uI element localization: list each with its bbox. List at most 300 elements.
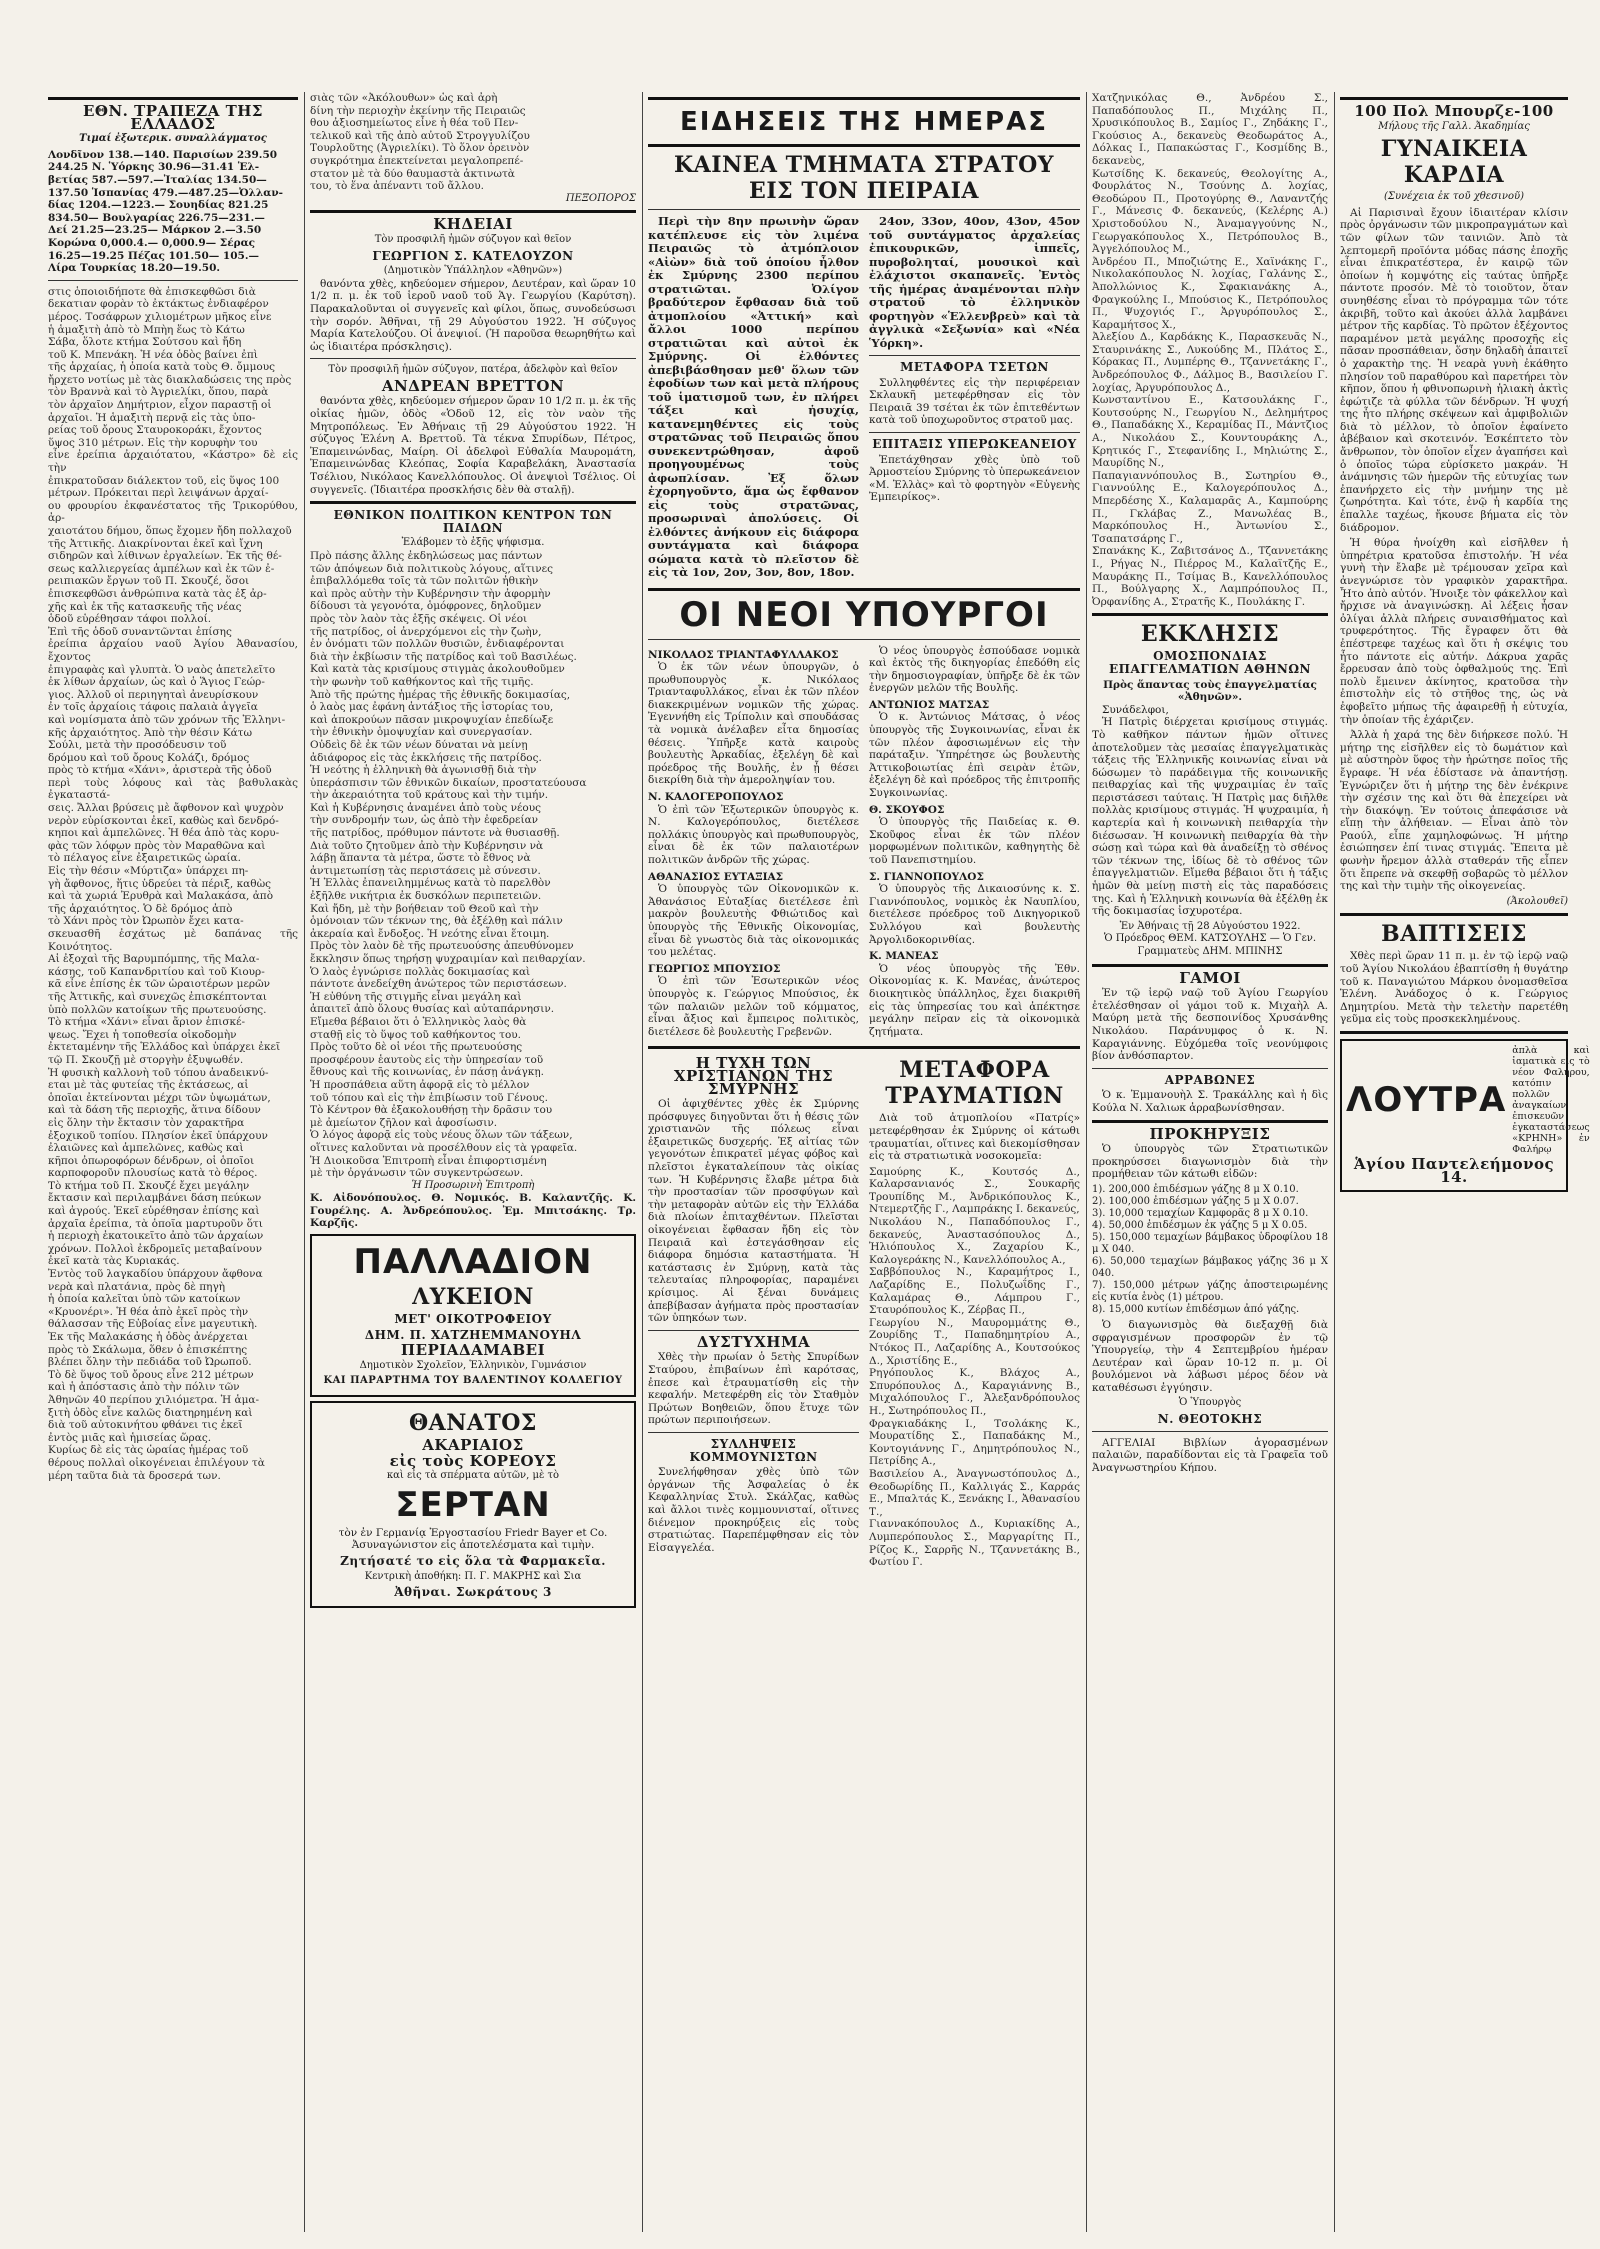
- article-line: ἐλαιῶνες καὶ ἀμπελῶνες, καθὼς καὶ: [48, 1142, 244, 1155]
- ad-pesticide-subtitle: ΑΚΑΡΙΑΙΟΣ: [422, 1436, 524, 1455]
- wounded-names-paragraph: Σαββόπουλος Ν., Καραμήτρος Ι., Λαζαρίδης Ε., Πολυζωΐδης Γ., Καλαμάρας Θ., Λάμπρου Γ., Σταυρόπουλος Κ., Ζέρβας Π.,: [869, 1266, 1080, 1317]
- funeral-text: θανόντα χθὲς, κηδεύομεν σήμερον, Δευτέραν, καὶ ὥραν 10 1/2 π. μ. ἐκ τοῦ ἱεροῦ ναοῦ τοῦ Ἁγ. Γεωργίου (Καρύτση). Παρακαλοῦνται οἱ συγγενεῖς καὶ φίλοι, ὅπως, συνοδεύσωσι τὴν σορόν. Ἀθῆναι, τῇ 29 Αὐγούστου 1922. Ἡ σύζυγος Μαρία Κατελούζου. Οἱ ἀνεψιοί. (Ἡ παροῦσα θεωρηθήτω καὶ ὡς ἰδιαιτέρα πρόσκλησις).: [310, 277, 636, 353]
- exchange-rate-line: Λίρα Τουρκίας 18.20—19.50.: [48, 262, 221, 275]
- statement-line: τὴν ἀκεραιότητα τοῦ κράτους καὶ τὴν τιμήν.: [310, 789, 549, 802]
- article-line: νερὰ καὶ πλατάνια, πρὸς δὲ πηγὴ: [48, 1280, 226, 1293]
- funeral-intro: Τὸν προσφιλῆ ἡμῶν σύζυγον καὶ θεῖον: [374, 233, 572, 245]
- ad-pesticide-line: καὶ εἰς τὰ σπέρματα αὐτῶν, μὲ τὸ: [386, 1470, 560, 1482]
- baths-text: ἀπλὰ καὶ ἰαματικὰ εἰς τὸ νέον Φαλήρου, κατόπιν πολλῶν ἀναγκαίων ἐπισκευῶν ἐγκαταστάσεως «ΚΡΗΝΗ» ἐν Φαλήρῳ: [1512, 1045, 1590, 1155]
- lead-text-right: 24ον, 33ον, 40ον, 43ον, 45ον τοῦ συντάγματος ἀρχαλείας ἐπικουρικῶν, ἱππεῖς, πυροβοληταί, μουσικοὶ καὶ ἐλάχιστοι σκαπανεῖς. Ἐντὸς τῆς ἡμέρας ἀναμένονται πλὴν στρατοῦ τὸ ἑλληνικὸν φορτηγὸν «Ἑλλενβρεὺ» καὶ τὰ ἀγγλικὰ «Σεξωνία» καὶ «Νέα Ὑόρκη».: [869, 214, 1080, 350]
- article-line: καὶ τὰ δάση τῆς περιοχῆς, ἅτινα δίδουν: [48, 1104, 261, 1117]
- wounded-names-paragraph: Ἀνδρέου Π., Μποζιώτης Ε., Χαϊνάκης Γ., Νικολακόπουλος Ν. λοχίας, Γαλάνης Σ., Ἀπολλώνιος Κ., Σφακιανάκης Α., Φραγκούλης Ι., Μπούσιος Κ., Πετρόπουλος Π., Ψυχογιός Γ., Ἀργυρόπουλος Σ., Καραμήτσος Χ.,: [1092, 255, 1328, 331]
- article-line: ἐντὸς μιᾶς καὶ ἡμισείας ὥρας.: [48, 1431, 212, 1444]
- article-line: χρόνων. Πολλοὶ ἐκδρομεῖς μεταβαίνουν: [48, 1242, 262, 1255]
- divider: [1340, 97, 1568, 100]
- statement-line: ἐπιβαλλόμεθα τοῖς τὰ τῶν πολιτῶν ἠθικὴν: [310, 575, 539, 588]
- statement-line: διὰ τὴν ἐκβίωσιν τῆς πατρίδος καὶ τοῦ Βασιλέως.: [310, 650, 577, 663]
- wounded-names-paragraph: Βασιλείου Α., Ἀναγνωστόπουλος Δ., Θεοδωρίδης Π., Καλλιγάς Σ., Καρράς Ε., Μπαλτάς Κ., Ξενάκης Ι., Ἀθανασίου Τ.,: [869, 1467, 1080, 1518]
- appeal-text: Ἡ Πατρὶς διέρχεται κρισίμους στιγμάς. Τὸ καθῆκον πάντων ἡμῶν οἵτινες ἀποτελοῦμεν τὰς μεσαίας ἐπαγγελματικὰς τάξεις τῆς Ἑλληνικῆς κοινωνίας εἶναι νὰ δώσωμεν τὸ παράδειγμα τῆς κοινωνικῆς πειθαρχίας καὶ τῆς ψυχραιμίας ἐν ταῖς περιστάσεσι ταύταις. Ἡ Πατρὶς μας διῆλθε πολλὰς κρισίμους στιγμάς. Ἡ ψυχραιμία, ἡ καρτερία καὶ ἡ κοινωνικὴ πειθαρχία τὴν διέσωσαν. Ἡ κοινωνικὴ πειθαρχία θὰ τὴν σώσῃ καὶ τώρα καὶ θὰ ἀναδείξῃ τὸ σθένος τῶν τέκνων της, ἰδίως δὲ τὸ σθένος τῶν ἐπαγγελματιῶν. Εἴμεθα βέβαιοι ὅτι ἡ τάξις ἡμῶν θὰ μείνῃ πιστὴ εἰς τὰς παραδόσεις της. Καὶ ἡ Ἑλληνικὴ κοινωνία θὰ ἐξέλθῃ ἐκ τῆς δοκιμασίας ἰσχυροτέρα.: [1092, 716, 1328, 918]
- article-line: ἐκ λίθων ἀρχαίων, ὡς καὶ ὁ Ἅγιος Γεώρ-: [48, 676, 265, 689]
- notice-item: 4). 50,000 ἐπιδέσμων ἐκ γάζης 5 μ Χ 0.05.: [1092, 1219, 1308, 1231]
- exchange-rate-line: 244.25 Ν. Ὑόρκης 30.96—31.41 Ἑλ-: [48, 161, 260, 174]
- wounded-names-paragraph: Σαμούρης Κ., Κουτσός Δ., Καλαρσανιανός Σ., Σουκαρῆς Τρουπίδης Μ., Ἀνδρικόπουλος Κ., Ντεμερτζῆς Γ., Λαμπράκης Ι. δεκανεύς,: [869, 1165, 1080, 1216]
- ad-school-line: ΚΑΙ ΠΑΡΑΡΤΗΜΑ ΤΟΥ ΒΑΛΕΝΤΙΝΟΥ ΚΟΛΛΕΓΙΟΥ: [323, 1375, 623, 1387]
- article-line: φὰς τῶν λόφων πρὸς τὸν Μαραθῶνα καὶ: [48, 839, 266, 852]
- classified-text: ΑΓΓΕΛΙΑΙ Βιβλίων ἀγορασμένων παλαιῶν, παραδίδονται εἰς τὰ Γραφεῖα τοῦ Ἀναγνωστηρίου Κήπου.: [1092, 1436, 1328, 1474]
- wounded-continuation: [1092, 92, 1328, 608]
- exchange-rate-line: 834.50— Βουλγαρίας 226.75—231.—: [48, 211, 265, 224]
- statement-line: Ἡ νεότης ἡ ἑλληνικὴ θὰ ἀγωνισθῇ διὰ τὴν: [310, 764, 537, 777]
- divider: [1092, 1068, 1328, 1069]
- statement-line: Ἀπὸ τῆς πρώτης ἡμέρας τῆς ἐθνικῆς δοκιμασίας,: [310, 688, 571, 701]
- lower-section: [648, 1054, 1080, 1568]
- smyrna-title: Η ΤΥΧΗ ΤΩΝ ΧΡΙΣΤΙΑΝΩΝ ΤΗΣ ΣΜΥΡΝΗΣ: [673, 1054, 834, 1098]
- statement-line: καὶ ἀποκρούων πᾶσαν μικροψυχίαν ἐπεδίωξε: [310, 713, 554, 726]
- statement-line: Τὸ Κέντρον θὰ ἐξακολουθήσῃ τὴν δρᾶσιν του: [310, 1104, 553, 1117]
- article-line: διὰ τοῦ αὐτοκινήτου φθάνει τις ἐκεῖ: [48, 1419, 243, 1432]
- transfer-title: ΜΕΤΑΦΟΡΑ ΤΣΕΤΩΝ: [900, 360, 1049, 374]
- arrests-text: Συνελήφθησαν χθὲς ὑπὸ τῶν ὀργάνων τῆς Ἀσφαλείας ὁ ἐκ Κεφαλληνίας Στυλ. Σκάλζας, καθὼς καὶ ἄλλοι τινὲς κομμουνισταί, οἵτινες διένεμον προκηρύξεις εἰς τοὺς στρατιώτας. Παρεπέμφθησαν εἰς τὸν Εἰσαγγελέα.: [648, 1466, 859, 1554]
- article-line: περὶ τοὺς λόφους καὶ τὰς βαθυλακὰς ἐγκαταστά-: [48, 776, 298, 802]
- article-line: δρόμου καὶ τοῦ ὄρους Κολάζι, δρόμος: [48, 751, 250, 764]
- bank-header: ΕΘΝ. ΤΡΑΠΕΖΑ ΤΗΣ ΕΛΛΑΔΟΣ: [82, 102, 264, 133]
- statement-line: οἵτινες καλοῦνται νὰ προσέλθουν εἰς τὰ γραφεῖα.: [310, 1141, 578, 1154]
- article-line: σκευασθῆ ἐσχάτως μὲ δαπάνας τῆς Κοινότητος.: [48, 928, 298, 953]
- article-line: καὶ ἀγρούς. Ἐκεῖ εὑρέθησαν ἐπίσης καὶ: [48, 1205, 260, 1218]
- article-line: Τουρλοῦτης (Ἀγριελίκι). Τὸ ὅλον ὀρεινὸν: [310, 142, 530, 155]
- statement-line: ὁ λαὸς μας ἐφάνη ἀντάξιος τῆς ἱστορίας του,: [310, 701, 554, 714]
- requisition-title: ΕΠΙΤΑΞΙΣ ΥΠΕΡΩΚΕΑΝΕΙΟΥ: [872, 436, 1077, 451]
- statement-line: Ἡ εὐθύνη τῆς στιγμῆς εἶναι μεγάλη καὶ: [310, 990, 522, 1003]
- article-line: τὸ πέλαγος εἶνε ἐξαιρετικῶς ὡραία.: [48, 852, 241, 865]
- serial-title: ΓΥΝΑΙΚΕΙΑ ΚΑΡΔΙΑ: [1380, 136, 1528, 189]
- article-line: στατον μὲ τὰ δύο θαυμαστὰ ἀκτινωτὰ: [310, 167, 515, 180]
- transfer-text: Συλληφθέντες εἰς τὴν περιφέρειαν Σκλαυκῆ μετεφέρθησαν εἰς τὸν Πειραιᾶ 39 τσέται ἐκ τῶν ἐπιτεθέντων κατὰ τοῦ ὑποχωροῦντος στρατοῦ μας.: [869, 376, 1080, 427]
- article-line: ψεως. Ἔχει ἡ τοποθεσία οἰκοδομὴν: [48, 1028, 237, 1041]
- statement-line: ὑπεράσπισιν τῶν ἐθνικῶν δικαίων, προστατεύουσα: [310, 776, 587, 789]
- advertisement-school: [310, 1234, 636, 1397]
- advertisement-pesticide: [310, 1401, 636, 1608]
- funeral-name: ΑΝΔΡΕΑΝ ΒΡΕΤΤΟΝ: [381, 376, 565, 395]
- article-line: Κυρίως δὲ εἰς τὰς ὡραίας ἡμέρας τοῦ: [48, 1444, 249, 1457]
- article-line: ρείας τοῦ ὄρους Σταυροκοράκι, ἔχοντος: [48, 424, 262, 437]
- ad-school-line: ΔΗΜ. Π. ΧΑΤΖΗΕΜΜΑΝΟΥΗΛ: [364, 1327, 582, 1342]
- divider: [648, 1046, 1080, 1049]
- statement-line: Καὶ ἡ Κυβέρνησις ἀναμένει ἀπὸ τοὺς νέους: [310, 801, 541, 814]
- article-line: καρποφοροῦν πλουσίως κατὰ τὸ θέρος.: [48, 1167, 258, 1180]
- statement-line: Ἡ Ἑλλὰς ἐπανειλημμένως κατὰ τὸ παρελθὸν: [310, 877, 551, 890]
- ministers-title: ΟΙ ΝΕΟΙ ΥΠΟΥΡΓΟΙ: [679, 594, 1049, 635]
- article-line: του, τὸ ἕνα ἀπέναντι τοῦ ἄλλου.: [310, 180, 484, 193]
- notice-text: Ὁ διαγωνισμὸς θὰ διεξαχθῇ διὰ σφραγισμένων προσφορῶν ἐν τῷ Ὑπουργείῳ, τὴν 4 Σεπτεμβρίου ἡμέραν Δευτέραν καὶ ὥραν 10-12 π. μ. Οἱ βουλόμενοι νὰ λάβωσι μέρος δέον νὰ καταθέσωσι ἐγγύησιν.: [1092, 1318, 1328, 1394]
- statement-line: ἀντιμετωπίσῃ τὰς περιστάσεις μὲ σύνεσιν.: [310, 864, 541, 877]
- exchange-rate-line: βετίας 587.—597.—Ἰταλίας 134.50—: [48, 173, 267, 186]
- article-line: εται μὲ τὰς φυτείας τῆς ἐκτάσεως, αἱ: [48, 1079, 249, 1092]
- divider: [310, 358, 636, 359]
- article-line: καὶ ἡ ἀπόστασις ἀπὸ τὴν πόλιν τῶν: [48, 1381, 240, 1394]
- statement-line: μὲ ἀμείωτον ζῆλον καὶ ἀφοσίωσιν.: [310, 1116, 498, 1129]
- article-line: καὶ νομίσματα ἀπὸ τῶν χρόνων τῆς Ἑλληνι-: [48, 713, 286, 726]
- statement-line: Οὐδεὶς δὲ ἐκ τῶν νέων δύναται νὰ μείνῃ: [310, 738, 528, 751]
- statement-line: Πρὸς τοῦτο δὲ οἱ νέοι τῆς πρωτευούσης: [310, 1041, 523, 1054]
- ad-pesticide-line: τὸν ἐν Γερμανίᾳ Ἐργοστασίου Friedr Bayer et Co. Ἀσυναγώνιστον εἰς ἀποτελέσματα καὶ τιμὴν.: [338, 1526, 608, 1552]
- ad-school-subtitle: ΛΥΚΕΙΟΝ: [412, 1284, 534, 1311]
- article-line: ἐπιγραφὰς καὶ γλυπτὰ. Ὁ ναὸς ἀπετελεῖτο: [48, 663, 276, 676]
- funeral-name: ΓΕΩΡΓΙΟΝ Σ. ΚΑΤΕΛΟΥΖΟΝ: [372, 248, 574, 263]
- article-line: δίνη τὴν περιοχὴν ἐκείνην τῆς Πειραιῶς: [310, 104, 526, 117]
- exchange-rate-line: 137.50 Ἱσπανίας 479.—487.25—Ὀλλαν-: [48, 186, 283, 199]
- statement-line: ἔκκλησιν ὅπως τηρήσῃ ψυχραιμίαν καὶ πειθαρχίαν.: [310, 953, 586, 965]
- divider: [48, 280, 298, 281]
- statement-line: Καὶ ἤδη, μὲ τὴν βοήθειαν τοῦ Θεοῦ καὶ τὴν: [310, 902, 539, 915]
- notice-item: 7). 150,000 μέτρων γάζης ἀποστειρωμένης εἰς κυτία ἑνὸς (1) μέτρου.: [1092, 1279, 1328, 1303]
- article-line: ἐρείπια ἀρχαίου ναοῦ Ἀγίου Ἀθανασίου, ἔχοντος: [48, 638, 298, 663]
- article-line: εἰς ὅλην τὴν ἔκτασιν τὸν χαρακτῆρα: [48, 1116, 245, 1129]
- statement-line: λάβῃ ἅπαντα τὰ μέτρα, ὥστε τὸ ἔθνος νὰ: [310, 852, 531, 865]
- minister-name: ΝΙΚΟΛΑΟΣ ΤΡΙΑΝΤΑΦΥΛΛΑΚΟΣ: [648, 648, 839, 661]
- ministers-right: [869, 645, 1080, 1042]
- serial-text: Ἡ θύρα ἠνοίχθη καὶ εἰσῆλθεν ἡ ὑπηρέτρια κρατοῦσα ἐπιστολήν. Ἡ νέα γυνὴ τὴν ἔλαβε μὲ τρέμουσαν χεῖρα καὶ ἀνεγνώρισε τὸν γραφικὸν χαρακτῆρα. Ἦτο ἀπὸ αὐτόν. Ἠνοιξε τὸν φάκελλον καὶ ἤρχισε νὰ ἀναγινώσκῃ. Αἱ λέξεις ἦσαν ὀλίγαι ἀλλὰ πλήρεις συναισθήματος καὶ τρυφερότητος. Τῆς ἔγραφεν ὅτι θὰ ἐπέστρεφε ταχέως καὶ ὅτι ἡ σκέψις του ἦτο πάντοτε εἰς αὐτήν. Δάκρυα χαρᾶς ἔρρευσαν ἀπὸ τοὺς ὀφθαλμούς της. Ἐπὶ πολὺ ἔμεινεν ἀκίνητος, κρατοῦσα τὴν ἐπιστολὴν εἰς τὸ στῆθος της, ὡς νὰ ἐφοβεῖτο μήπως τῆς ἀφαιρεθῇ ἡ εὐτυχία, τὴν ὁποίαν τῆς ἐχάριζεν.: [1340, 537, 1568, 726]
- article-line: Εἰς τὴν θέσιν «Μύρτιζα» ὑπάρχει πη-: [48, 865, 249, 878]
- exchange-rate-line: Λονδῖνον 138.—140. Παρισίων 239.50: [48, 148, 278, 161]
- article-line: ρειπιακῶν ἔργων τοῦ Π. Σκουζέ, ὅσοι: [48, 575, 250, 588]
- wounded-names-paragraph: Φραγκιαδάκης Ι., Τσολάκης Κ., Μουρατίδης Σ., Παπαδάκης Μ., Κοντογιάννης Γ., Δημητρόπουλος Ν., Πετρίδης Α.,: [869, 1417, 1080, 1468]
- article-line: Ἐντὸς τοῦ λαγκαδίου ὑπάρχουν ἄφθονα: [48, 1268, 263, 1281]
- serial-continued: (Ἀκολουθεῖ): [1506, 895, 1568, 907]
- divider: [1092, 964, 1328, 967]
- appeal-addressee: Πρὸς ἅπαντας τοὺς ἐπαγγελματίας «Ἀθηνῶν».: [1103, 678, 1317, 704]
- lead-text-left: Περὶ τὴν 8ην πρωινὴν ὥραν κατέπλευσε εἰς τὸν λιμένα Πειραιῶς τὸ ἀτμόπλοιον «Αἰὼν» διὰ τοῦ ὁποίου ἦλθον ἐκ Σμύρνης 2300 περίπου στρατιῶται. Ὀλίγον βραδύτερον ἔφθασαν διὰ τοῦ ἀτμοπλοίου «Ἀττική» καὶ ἄλλοι 1000 περίπου στρατιῶται καὶ αὐτοὶ ἐκ Σμύρνης. Οἱ ἐλθόντες ἀπεβιβάσθησαν μεθ' ὅλων τῶν ἐφοδίων των καὶ μετὰ πλήρους τοῦ ἱματισμοῦ των, ἐν πλήρει τάξει καὶ ἡσυχίᾳ, κατανεμηθέντες εἰς τοὺς στρατῶνας τοῦ Πειραιῶς ὅπου συνεκεντρώθησαν, ἀφοῦ προηγουμένως τοὺς ἀφωπλίσαν. Ἐξ ὅλων ἐχορηγοῦντο, ἅμα ὡς ἔφθανον εἰς τοὺς στρατῶνας, προσωριναὶ ἀπολύσεις. Οἱ ἐλθόντες ἀνήκουν εἰς διάφορα συντάγματα καὶ διάφορα σώματα κατὰ τὸ πλεῖστον δὲ εἰς τὰ 1ον, 2ον, 3ον, 8ον, 18ον.: [648, 214, 859, 579]
- statement-line: μὲ τὴν ὀργάνωσιν τῶν συγκεντρώσεων.: [310, 1167, 524, 1180]
- divider: [1340, 913, 1568, 916]
- advertisement-baths: [1340, 1039, 1590, 1192]
- article-line: σιδηρῶν καὶ λίθινων ἐργαλείων. Ἐκ τῆς θέ-: [48, 550, 282, 563]
- column-1: [48, 92, 298, 2232]
- article-line: ὁδοῦ εὑρέθησαν τάφοι πολλοί.: [48, 613, 212, 626]
- wounded-names-paragraph: Κωνσταντίνου Ε., Κατσουλάκης Γ., Κουτσούρης Ν., Γεωργίου Ν., Δελημήτρος Θ., Παπαδάκης Χ., Κεραμίδας Π., Μάντζιος Α., Νικολάου Σ., Κουντουράκης Λ., Κρητικός Γ., Στεφανίδης Ι., Μηλιώτης Σ., Μαυρίδης Ν.,: [1092, 394, 1328, 470]
- minister-bio: Ὁ ὑπουργὸς τῶν Οἰκονομικῶν κ. Ἀθανάσιος Εὐταξίας διετέλεσε ἐπὶ μακρὸν βουλευτὴς Φθιώτιδος καὶ ὑπουργὸς τῆς Ἐθνικῆς Οἰκονομίας, εἶναι δὲ γνωστὸς διὰ τὰς οἰκονομικάς του μελέτας.: [648, 883, 859, 959]
- article-line: κάσης, τοῦ Καπανδριτίου καὶ τοῦ Κιουρ-: [48, 965, 265, 978]
- accident-text: Χθὲς τὴν πρωίαν ὁ 5ετὴς Σπυρίδων Σταύρου, ἐπιβαίνων ἐπὶ καρότσας, ἐπεσε καὶ ἐτραυματίσθη εἰς τὴν κεφαλήν. Μετεφέρθη εἰς τὸν Σταθμὸν Πρώτων Βοηθειῶν, ὅπου ἔτυχε τῶν πρώτων περιποιήσεων.: [648, 1351, 859, 1427]
- statement-line: Καὶ κατὰ τὰς κρισίμους στιγμὰς ἀκολουθοῦμεν: [310, 663, 565, 676]
- divider: [1092, 613, 1328, 616]
- statement-line: ἐν ὀνόματι τῶν πολλῶν θυσιῶν, ἐνδιαφέρονται: [310, 638, 565, 651]
- page-edge: [0, 0, 1600, 90]
- notice-intro: Ὁ ὑπουργὸς τῶν Στρατιωτικῶν προκηρύσσει διαγωνισμὸν διὰ τὴν προμήθειαν τῶν κάτωθι εἰδῶν:: [1092, 1143, 1328, 1181]
- appeal-date: Ἐν Ἀθήναις τῇ 28 Αὐγούστου 1922.: [1119, 920, 1301, 932]
- minister-name: Ν. ΚΑΛΟΓΕΡΟΠΟΥΛΟΣ: [648, 791, 784, 804]
- ad-pesticide-brand: ΣΕΡΤΑΝ: [395, 1484, 551, 1525]
- divider: [648, 588, 1080, 591]
- article-line: χῆς καὶ ἐκ τῆς κατασκευῆς τῆς νέας: [48, 600, 242, 613]
- statement-line: Ὁ λόγος ἀφορᾷ εἰς τοὺς νέους ὅλων τῶν τάξεων,: [310, 1129, 573, 1142]
- serial-banner: 100 Πολ Μπουρζε-100: [1354, 102, 1554, 120]
- article-line: Ἐκ τῆς Μαλακάσης ἡ ὁδὸς ἀνέρχεται: [48, 1331, 248, 1343]
- article-line: Ἐπὶ τῆς ὁδοῦ συναντῶνται ἐπίσης: [48, 625, 232, 638]
- article-signature: ΠΕΞΟΠΟΡΟΣ: [565, 192, 636, 204]
- party-title: ΕΘΝΙΚΟΝ ΠΟΛΙΤΙΚΟΝ ΚΕΝΤΡΟΝ ΤΩΝ ΠΑΙΔΩΝ: [333, 508, 613, 535]
- article-line: ἡ περιοχὴ ἐκατοικεῖτο ἀπὸ τῶν ἀρχαίων: [48, 1230, 264, 1243]
- article-line: ἐπισκεφθῶσι ἀνθρώπινα κατὰ τὰς ἐξ ἀρ-: [48, 587, 267, 600]
- statement-line: ἀκεραία καὶ ἔνδοξος. Ἡ νεότης εἶναι ἕτοιμη.: [310, 927, 550, 940]
- party-subtitle: Ἐλάβομεν τὸ ἑξῆς ψήφισμα.: [401, 537, 545, 549]
- minister-bio: Ὁ νέος ὑπουργὸς τῆς Ἐθν. Οἰκονομίας κ. Κ. Μανέας, ἀνώτερος διοικητικὸς ὑπάλληλος, ἔχει διακριθῆ εἰς τὰς ὑπηρεσίας του καὶ ἀπέκτησε μεγάλην πεῖραν εἰς τὰ οἰκονομικὰ ζητήματα.: [869, 962, 1080, 1038]
- column-2: [310, 92, 636, 2232]
- article-line: Αἱ ἐξοχαὶ τῆς Βαρυμπόμπης, τῆς Μαλα-: [48, 953, 260, 966]
- divider: [869, 355, 1080, 356]
- article-line: ἀρχαῖοι. Ἡ ἁμαξιτὴ περνᾷ εἰς τὰς ὑπο-: [48, 411, 256, 424]
- party-signature-title: Ἡ Προσωρινὴ Ἐπιτροπὴ: [411, 1179, 535, 1191]
- article-line: ὁποῖαι ἐκτείνονται μέχρι τῶν ὑψωμάτων,: [48, 1091, 271, 1104]
- exchange-rate-line: Δεί 21.25—23.25— Μάρκον 2.—3.50: [48, 224, 262, 237]
- ad-pesticide-title: ΘΑΝΑΤΟΣ: [408, 1410, 537, 1437]
- exchange-rate-line: Κορώνα 0,000.4.— 0,000.9— Σέρας: [48, 236, 256, 249]
- serial-banner-sub: Μήλους τῆς Γαλλ. Ἀκαδημίας: [1378, 120, 1530, 132]
- article-line: ξιτὴ ὁδὸς εἶνε καλῶς διατηρημένη καὶ: [48, 1406, 253, 1419]
- article-line: δεκατιαν φορὰν τὸ ἐκτάκτως ἐνδιαφέρον: [48, 298, 269, 311]
- minister-bio: Ὁ ἐπὶ τῶν Ἐσωτερικῶν νέος ὑπουργὸς κ. Γεώργιος Μπούσιος, ἐκ τῶν παλαιῶν μελῶν τοῦ κόμματος, εἶναι ἄξιος καὶ ἔμπειρος πολιτικὸς, διετέλεσε δὲ βουλευτὴς Γρεβενῶν.: [648, 975, 859, 1038]
- accident-title: ΔΥΣΤΥΧΗΜΑ: [696, 1332, 811, 1351]
- arrests-title: ΣΥΛΛΗΨΕΙΣ ΚΟΜΜΟΥΝΙΣΤΩΝ: [689, 1436, 818, 1464]
- article-countryside: [48, 286, 298, 1482]
- minister-name: ΓΕΩΡΓΙΟΣ ΜΠΟΥΣΙΟΣ: [648, 962, 781, 975]
- statement-line: τὴν φωνὴν τοῦ καθήκοντος καὶ τῆς τιμῆς.: [310, 675, 534, 688]
- column-rule: [1334, 92, 1335, 2232]
- minister-name: ΑΝΤΩΝΙΟΣ ΜΑΤΣΑΣ: [869, 698, 990, 711]
- article-line: τῆς ἀρχαιότητος. Ὁ δὲ δρόμος ἀπὸ: [48, 902, 233, 915]
- article-line: τὸ Χάνι πρὸς τὸν Ὠρωπὸν ἔχει κατα-: [48, 915, 244, 928]
- statement-line: ἔθνους καὶ τῆς κοινωνίας, ἐν πάσῃ ἀνάγκῃ.: [310, 1066, 544, 1079]
- article-line: τοῦ Κ. Μπενάκη. Ἡ νέα ὁδὸς βαίνει ἐπὶ: [48, 348, 258, 361]
- party-signatories: Κ. Αἰδονόπουλος. Θ. Νομικός. Β. Καλαντζῆς. Κ. Γουρέλης. Α. Ἀνδρεόπουλος. Ἐμ. Μπιτσάκης. Τρ. Καρζῆς.: [310, 1192, 636, 1230]
- article-line: κηποι καὶ ἀμπελῶνες. Ἡ θέα ἀπὸ τὰς κορυ-: [48, 827, 280, 840]
- statement-line: πρὸς τὸν λαὸν τὰς ἑξῆς σκέψεις. Οἱ νέοι: [310, 612, 528, 625]
- divider: [310, 501, 636, 504]
- notice-item: 5). 150,000 τεμαχίων βάμβακος ὑδροφίλου 18 μ Χ 040.: [1092, 1231, 1328, 1255]
- divider: [1092, 1431, 1328, 1432]
- wounded-names-paragraph: Παπαγιαννόπουλος Β., Σωτηρίου Θ., Γιαννούλης Ε., Καλογερόπουλος Δ., Μπερδέσης Χ., Καλαμαρᾶς Α., Καμπούρης Π., Γκλάβας Ζ., Μανωλέας Β., Μαρκόπουλος Η., Ἀντωνίου Σ., Τσαπατσάρης Γ.,: [1092, 469, 1328, 545]
- news-banner: ΕΙΔΗΣΕΙΣ ΤΗΣ ΗΜΕΡΑΣ: [680, 107, 1048, 137]
- baths-address: Ἁγίου Παντελεήμονος 14.: [1353, 1155, 1555, 1186]
- article-line: πρὸς τὸ Σκάλωμα, ὅθεν ὁ ἐπισκέπτης: [48, 1343, 248, 1356]
- article-line: πρὸς τὸ κτήμα «Χάνι», ἀριστερὰ τῆς ὁδοῦ: [48, 764, 272, 777]
- article-line: σιὰς τῶν «Ἀκόλουθων» ὡς καὶ ἀρὴ: [310, 92, 498, 104]
- article-line: Τὸ κτήμα τοῦ Π. Σκουζέ ἔχει μεγάλην: [48, 1179, 250, 1192]
- wounded-names-paragraph: Νικολάου Ν., Παπαδόπουλος Γ., δεκανεύς, Ἀναστασόπουλος Δ., Ἠλιόπουλος Χ., Ζαχαρίου Κ., Καλογεράκης Ν., Κανελλόπουλος Α.,: [869, 1216, 1080, 1266]
- baptisms-text: Χθὲς περὶ ὥραν 11 π. μ. ἐν τῷ ἱερῷ ναῷ τοῦ Ἁγίου Νικολάου ἐβαπτίσθη ἡ θυγάτηρ τοῦ κ. Παναγιώτου Μάρκου ὀνομασθεῖσα Ἑλένη. Ἀνάδοχος ὁ κ. Γεώργιος Δημητρίου. Μετὰ τὴν τελετὴν παρετέθη γεῦμα εἰς τοὺς προσκεκλημένους.: [1340, 950, 1568, 1026]
- article-line: θάλασσαν τῆς Εὐβοίας εἶνε μαγευτικὴ.: [48, 1318, 258, 1331]
- statement-line: τῶν ἀπόψεων διὰ πολιτικοὺς λόγους, αἵτινες: [310, 562, 553, 575]
- exchange-rates: [48, 149, 298, 275]
- baths-title: ΛΟΥΤΡΑ: [1346, 1080, 1507, 1120]
- article-line: στις ὁποιοιδήποτε θὰ ἐπισκεφθῶσι διὰ: [48, 285, 256, 298]
- article-line: Σούλι, μετὰ τὴν προσόδευσιν τοῦ: [48, 739, 227, 752]
- statement-line: Ἡ Διοικοῦσα Ἐπιτροπὴ εἶναι ἐπιφορτισμένη: [310, 1154, 547, 1167]
- article-line: σεως καλλιεργείας ἀμπέλων καὶ ἐκ τῶν ἐ-: [48, 562, 275, 575]
- statement-line: σταθῇ εἰς τὸ ὕψος τοῦ καθήκοντος του.: [310, 1028, 521, 1041]
- statement-line: τοῦ τόπου καὶ εἰς τὴν ἐπιβίωσιν τοῦ Γένους.: [310, 1091, 548, 1104]
- funeral-role: (Δημοτικὸν Ὑπάλληλον «Ἀθηνῶν»): [383, 265, 563, 277]
- statement-line: τὴν ἐθνικὴν ὁμοψυχίαν καὶ συνεργασίαν.: [310, 726, 533, 739]
- divider: [1340, 1031, 1568, 1034]
- article-line: ἐξοχικοῦ τοπίου. Πλησίον ἐκεῖ ὑπάρχουν: [48, 1129, 268, 1142]
- ministers-left: [648, 645, 859, 1042]
- serial-subtitle: (Συνέχεια ἐκ τοῦ χθεσινοῦ): [1384, 191, 1524, 203]
- article-line: ἀρχαῖα ἐρείπια, τὰ ὁποῖα μαρτυροῦν ὅτι: [48, 1217, 263, 1230]
- requisition-text: Ἐπετάχθησαν χθὲς ὑπὸ τοῦ Ἀρμοστείου Σμύρνης τὸ ὑπερωκεάνειον «Μ. Ἑλλὰς» καὶ τὸ φορτηγὸν «Εὐγενὴς Ἐμπειρίκος».: [869, 453, 1080, 504]
- engagements-title: ΑΡΡΑΒΩΝΕΣ: [1164, 1072, 1256, 1087]
- column-rule: [304, 92, 305, 2232]
- article-line: γιος. Ἀλλοῦ οἱ περιηγηταὶ ἀνευρίσκουν: [48, 688, 259, 701]
- article-line: κᾶ εἶνε ἐπίσης ἐκ τῶν ὡραιοτέρων μερῶν: [48, 978, 271, 991]
- wounded-names-paragraph: Κωτσίδης Κ. δεκανεύς, Θεολογίτης Α., Φουρλάτος Ν., Τσούνης Δ. λοχίας, Θεοδώρου Π., Προτογύρης Θ., Λαναντζής Γ., Μάνεσις Φ. δεκανεύς, (Κελέρης Α.) Χριστοδούλου Ν., Ἀναμαγγούνης Ν., Γεωργακόπουλος Χ., Πετρόπουλος Β., Ἀγγελόπουλος Μ.,: [1092, 167, 1328, 256]
- article-line: μέρη ταῦτα διὰ τὰ δροσερά των.: [48, 1469, 221, 1482]
- column-rule: [642, 92, 643, 2232]
- wounded-names-paragraph: Σπανάκης Κ., Ζαβιτσάνος Δ., Τζαννετάκης Ι., Ρήγας Ν., Πιέρρος Μ., Καλαϊτζῆς Ε., Μαυράκης Π., Τσίμας Β., Κανελλόπουλος Π., Βούλγαρης Χ., Λαμπρόπουλος Π., Ὀρφανίδης Α., Στρατῆς Κ., Πουλάκης Γ.: [1092, 545, 1328, 608]
- lower-left: [648, 1054, 859, 1568]
- wounded-names-paragraph: Γεωργίου Ν., Μαυρομμάτης Θ., Ζουρίδης Τ., Παπαδημητρίου Α., Ντόκος Π., Λαζαρίδης Α., Κουτσούκος Δ., Χριστίδης Ε.,: [869, 1316, 1080, 1367]
- column-5: [1340, 92, 1590, 2232]
- engagements-text: Ὁ κ. Ἐμμανουὴλ Σ. Τρακάλλης καὶ ἡ δὶς Κούλα Ν. Χαλιωκ ἀρραβωνίσθησαν.: [1092, 1089, 1328, 1114]
- lower-right: [869, 1054, 1080, 1568]
- wounded-list: [869, 1166, 1080, 1569]
- serial-text: Ἀλλὰ ἡ χαρά της δὲν διήρκεσε πολύ. Ἡ μήτηρ της εἰσῆλθεν εἰς τὸ δωμάτιον καὶ μὲ αὐστηρὸν ὕφος τὴν ἠρώτησε ποῖος τῆς ἔγραφε. Ἡ νέα ἐδίστασε νὰ ἀπαντήσῃ. Ἐγνώριζεν ὅτι ἡ μήτηρ της δὲν ἐνέκρινε τὴν σχέσιν της καὶ ὅτι θὰ ἐπεχείρει νὰ τὴν διακόψῃ. Ἐν τούτοις ἀπεφάσισε νὰ εἴπῃ τὴν ἀλήθειαν. — Εἶναι ἀπὸ τὸν Ραούλ, εἶπε χαμηλοφώνως. Ἡ μήτηρ ἐσιώπησεν ἐπί τινας στιγμάς. Ἔπειτα μὲ φωνὴν ἤρεμον ἀλλὰ σταθεράν τῆς εἶπεν ὅτι ἔπρεπε νὰ σκεφθῇ σοβαρῶς τὸ μέλλον της καὶ τὴν τιμὴν τῆς οἰκογενείας.: [1340, 729, 1568, 893]
- article-line: ἔκτασιν καὶ περιλαμβάνει δάση πεύκων: [48, 1192, 262, 1205]
- article-line: τῆς Ἀττικῆς. Διακρίνονται ἐκεῖ καὶ ἴχνη: [48, 537, 263, 550]
- article-line: βλέπει ὅλην τὴν πεδιάδα τοῦ Ὠρωποῦ.: [48, 1356, 252, 1369]
- article-line: τὸν Βραννὰ καὶ τὸ Ἀγριελίκι, ὅπου, παρὰ: [48, 386, 269, 399]
- article-line: ὑπὸ πολλῶν κατοίκων τῆς πρωτευούσης.: [48, 1003, 267, 1016]
- minister-name: Θ. ΣΚΟΥΦΟΣ: [869, 803, 945, 816]
- appeal-greeting: Συνάδελφοι,: [1102, 703, 1169, 716]
- minister-bio: Ὁ κ. Ἀντώνιος Μάτσας, ὁ νέος ὑπουργὸς τῆς Συγκοινωνίας, εἶναι ἐκ τῶν πλέον ἀφοσιωμένων εἰς τὴν παράταξιν. Ὑπηρέτησε ὡς βουλευτὴς Ἀττικοβοιωτίας ἐπὶ σειρὰν ἐτῶν, ἐξελέγη δὲ καὶ πρόεδρος τῆς ἐπιτροπῆς Συγκοινωνίας.: [869, 711, 1080, 800]
- article-line: μέρος. Τοσάφρων χιλιομέτρων μῆκος εἶνε: [48, 310, 272, 323]
- notice-item: 3). 10,000 τεμαχίων Καμφορᾶς 8 μ Χ 0.10.: [1092, 1207, 1309, 1219]
- divider: [648, 144, 1080, 147]
- article-line: χαιοτάτου δήμου, ὅπως ἔχομεν ἤδη πολλαχοῦ: [48, 525, 292, 537]
- ad-school-title: ΠΑΛΛΑΔΙΟΝ: [353, 1242, 593, 1283]
- headline-troops: ΚΑΙΝΕΑ ΤΜΗΜΑΤΑ ΣΤΡΑΤΟΥ ΕΙΣ ΤΟΝ ΠΕΙΡΑΙΑ: [674, 152, 1054, 204]
- lead-article: [648, 215, 1080, 583]
- divider: [648, 639, 1080, 640]
- divider: [648, 209, 1080, 210]
- statement-line: τῆς πατρίδος, πρόθυμον πάντοτε νὰ θυσιασθῇ.: [310, 827, 560, 840]
- article-line: ἤρχετο νοτίως μὲ τὰς διακλαδώσεις της πρὸς: [48, 373, 292, 386]
- article-line: κῆποι ὀπωροφόρων δένδρων, οἱ ὁποῖοι: [48, 1154, 255, 1167]
- weddings-text: Ἐν τῷ ἱερῷ ναῷ τοῦ Ἁγίου Γεωργίου ἐτελέσθησαν οἱ γάμοι τοῦ κ. Μιχαὴλ Α. Μαύρη μετὰ τῆς δεσποινίδος Χρυσάνθης Νικολάου. Παράνυμφος ὁ κ. Ν. Καραγιάννης. Εὐχόμεθα τοῖς νεονύμφοις βίον ἀνθόσπαρτον.: [1092, 987, 1328, 1063]
- funeral-intro: Τὸν προσφιλῆ ἡμῶν σύζυγον, πατέρα, ἀδελφὸν καὶ θεῖον: [328, 364, 618, 376]
- lead-right: [869, 215, 1080, 583]
- statement-line: ὁμόνοιαν τῶν τέκνων της, θὰ ἐξέλθῃ καὶ πάλιν: [310, 915, 563, 928]
- statement-line: δίδουσι τὰ γεγονότα, ὁμόφρονες, δηλοῦμεν: [310, 600, 542, 613]
- divider: [869, 432, 1080, 433]
- article-line: τῆς Ἀττικῆς, καὶ συνεχῶς ἐπισκέπτονται: [48, 990, 267, 1003]
- article-line: ἐκτεταμένην τῆς Ἑλλάδος καὶ ὑπάρχει ἐκεῖ: [48, 1041, 281, 1054]
- article-line: καὶ τὰ χωριά Ἐρυθρὰ καὶ Μαλακάσα, ἀπὸ: [48, 890, 274, 903]
- article-line: ἐν τοῖς ἀρχαίοις τάφοις παλαιὰ ἀγγεῖα: [48, 701, 258, 714]
- divider: [1092, 1120, 1328, 1123]
- minister-bio: Ὁ ὑπουργὸς τῆς Παιδείας κ. Θ. Σκοῦφος εἶναι ἐκ τῶν πλέον μορφωμένων πολιτικῶν, καθηγητὴς δὲ τοῦ Πανεπιστημίου.: [869, 816, 1080, 866]
- baptisms-title: ΒΑΠΤΙΣΕΙΣ: [1381, 921, 1527, 948]
- notice-item: 1). 200,000 ἐπιδέσμων γάζης 8 μ Χ 0.10.: [1092, 1183, 1299, 1195]
- article-line: εἶνε ἐρείπια ἀρχαιότατου, «Κάστρο» δὲ εἰς τὴν: [48, 449, 298, 475]
- notice-item: 6). 50,000 τεμαχίων βάμβακος γάζης 36 μ Χ 040.: [1092, 1255, 1328, 1279]
- ad-pesticide-address: Ἀθῆναι. Σωκράτους 3: [394, 1585, 552, 1600]
- statement-line: ἀπαιτεῖ ἀπὸ ὅλους θυσίας καὶ αὐταπάρνησιν.: [310, 1003, 555, 1016]
- statement-line: Ἡ προσπάθεια αὕτη ἀφορᾷ εἰς τὸ μέλλον: [310, 1078, 530, 1091]
- minister-bio: Ὁ ὑπουργὸς τῆς Δικαιοσύνης κ. Σ. Γιαννόπουλος, νομικὸς ἐκ Ναυπλίου, διετέλεσε πρόεδρος τοῦ Δικηγορικοῦ Συλλόγου καὶ βουλευτὴς Ἀργολιδοκορινθίας.: [869, 883, 1080, 946]
- statement-line: ἐξῆλθε νικήτρια ἐκ δυσκόλων περιπετειῶν.: [310, 890, 542, 903]
- column-rule: [1086, 92, 1087, 2232]
- appeal-signatories: Ὁ Πρόεδρος ΘΕΜ. ΚΑΤΣΟΥΛΗΣ — Ὁ Γεν. Γραμματεὺς ΔΗΜ. ΜΠΙΝΗΣ: [1103, 933, 1317, 957]
- ad-pesticide-line: Ζητήσατέ το εἰς ὅλα τὰ Φαρμακεῖα.: [340, 1554, 606, 1568]
- baths-row: [1346, 1045, 1590, 1155]
- article-line: τῆς ἀρχαίας, ἡ ὁποία κατὰ τοὺς Θ. ὄμμους: [48, 361, 275, 374]
- divider: [648, 1330, 859, 1331]
- statement-line: τὴν συνδρομήν των, ὡς ἀπὸ τὴν ἐφεδρείαν: [310, 814, 539, 827]
- minister-bio: Ὁ νέος ὑπουργὸς ἐσπούδασε νομικὰ καὶ ἐκτὸς τῆς δικηγορίας ἐπεδόθη εἰς τὴν δημοσιογραφίαν, ὑπῆρξε δὲ ἐκ τῶν ἐνεργῶν μελῶν τῆς Βουλῆς.: [869, 644, 1080, 695]
- statement-line: Ὁ λαὸς ἐγνώρισε πολλὰς δοκιμασίας καὶ: [310, 965, 531, 978]
- statement-line: τῆς πατρίδος, οἱ ἀνερχόμενοι εἰς τὴν ζωὴν,: [310, 625, 542, 638]
- wounded-names-paragraph: Ἀλεξίου Δ., Καρδάκης Κ., Παρασκευᾶς Ν., Σταυρινάκης Σ., Λυκούδης Μ., Πλάτος Σ., Κόρακας Π., Λυμπέρης Θ., Τζαννετάκης Γ., Ἀνδρεόπουλος Φ., Δάλμος Β., Βασιλείου Γ. λοχίας, Ἀργυρόπουλος Δ.,: [1092, 331, 1328, 394]
- wounded-names-paragraph: Γιαννακόπουλος Δ., Κυριακίδης Α., Λυμπερόπουλος Σ., Μαργαρίτης Π., Ρίζος Κ., Σαρρῆς Ν., Τζαννετάκης Β., Φωτίου Γ.: [869, 1518, 1080, 1569]
- weddings-title: ΓΑΜΟΙ: [1179, 968, 1241, 987]
- ad-school-line: Δημοτικὸν Σχολεῖον, Ἑλληνικὸν, Γυμνάσιον: [359, 1359, 587, 1371]
- article-line: τελικοῦ καὶ τῆς ἀπὸ αὐτοῦ Στρογγυλίζου: [310, 129, 530, 142]
- minister-bio: Ὁ ἐπὶ τῶν Ἐξωτερικῶν ὑπουργὸς κ. Ν. Καλογερόπουλος, διετέλεσε πολλάκις ὑπουργὸς καὶ πρωθυπουργὸς, εἶναι δὲ ἐκ τῶν παλαιοτέρων πολιτικῶν ἀνδρῶν τῆς χώρας.: [648, 803, 859, 866]
- minister-name: ΑΘΑΝΑΣΙΟΣ ΕΥΤΑΞΙΑΣ: [648, 870, 784, 883]
- ad-school-line: ΠΕΡΙΑΔΑΜΑΒΕΙ: [400, 1341, 546, 1360]
- bank-subheader: Τιμαί ἐξωτερικ. συναλλάγματος: [79, 133, 267, 145]
- article-line: μέτρων. Πρόκειται περὶ λειψάνων ἀρχαί-: [48, 487, 269, 500]
- divider: [648, 1432, 859, 1433]
- article-continuation: [310, 92, 636, 193]
- statement-line: Εἴμεθα βέβαιοι ὅτι ὁ Ἑλληνικὸς λαὸς θὰ: [310, 1015, 527, 1028]
- column-4: [1092, 92, 1328, 2232]
- article-line: ἐκεῖ κατὰ τὰς Κυριακάς.: [48, 1255, 180, 1268]
- notice-item: 8). 15,000 κυτίων ἐπιδέσμων ἀπό γάζης.: [1092, 1303, 1300, 1315]
- column-3: [648, 92, 1080, 2232]
- appeal-subtitle: ΟΜΟΣΠΟΝΔΙΑΣ ΕΠΑΓΓΕΛΜΑΤΙΩΝ ΑΘΗΝΩΝ: [1109, 649, 1311, 676]
- divider: [310, 210, 636, 213]
- article-line: τὸν ἀρχαῖον Δημήτριον, εἶχον παραστῇ οἱ: [48, 399, 272, 412]
- ministers-article: [648, 645, 1080, 1042]
- newspaper-page: [48, 92, 1590, 2232]
- notice-signature-title: Ὁ Ὑπουργὸς: [1178, 1397, 1242, 1409]
- statement-line: ἀδιάφορος εἰς τὰς ἐκκλήσεις τῆς πατρίδος.: [310, 751, 542, 764]
- divider: [48, 97, 298, 100]
- article-line: Τὸ δὲ ὕψος τοῦ ὄρους εἶνε 212 μέτρων: [48, 1368, 254, 1381]
- article-line: «Κρυονέρι». Ἡ θέα ἀπὸ ἐκεῖ πρὸς τὴν: [48, 1305, 249, 1318]
- serial-text: Αἱ Παρισιναὶ ἔχουν ἰδιαιτέραν κλίσιν πρὸς ὀργάνωσιν τῶν μικροπραγμάτων καὶ τῶν φίλων τῶν ταινιῶν. Ἀπὸ τὰ λεπτομερῆ προϊόντα μόδας πάσης ἐποχῆς εἶναι ἐπικρατέστερα, ἐν καιρῷ τῶν ὁποίων ἡ κομψότης εἰς ταύτας ὑπῆρξε πάντοτε προσόν. Μὲ τὸ τοιοῦτον, ὅταν συνηθέσης εἶναι τὸ πρόγραμμα τῶν τότε ἀκριβῆ, τοῦτο καὶ ἀκούει ἀλλὰ λαμβάνει μέτρον τῆς καρδίας. Τὸ πρῶτον ἐξέχοντος παραμένον μετὰ μεγάλης προσοχῆς εἰς πᾶσαν προσπάθειαν, ὅσην δηλαδὴ ἀπαιτεῖ ὁ χαρακτὴρ της. Ἡ νεαρὰ γυνὴ ἐκάθητο πλησίον τοῦ παραθύρου καὶ παρετήρει τὸν κῆπον, ὅπου ἡ φθινοπωρινὴ ἡλιακὴ ἀκτὶς ἐφώτιζε τὰ φύλλα τῶν δένδρων. Ἡ ψυχή της ἦτο πλήρης σκέψεων καὶ ἀμφιβολιῶν διὰ τὸ μέλλον, τὸ ὁποῖον ἐφαίνετο ἀβέβαιον καὶ σκοτεινόν. Ἐσκέπτετο τὸν ἄνθρωπον, τὸν ὁποῖον εἶχεν ἀγαπήσει καὶ ὁ ὁποῖος τώρα εὑρίσκετο μακράν. Ἡ ἀνάμνησις τῶν ἡμερῶν τῆς εὐτυχίας των ἐπανήρχετο εἰς τὴν μνήμην της μὲ ζωηρότητα. Καὶ τότε, ἐνῷ ἡ καρδία της ἐπαλλε ταχέως, ἤκουσε βήματα εἰς τὸν διάδρομον.: [1340, 206, 1568, 534]
- article-line: ὕψος 310 μέτρων. Εἰς τὴν κορυφὴν του: [48, 436, 258, 449]
- notice-title: ΠΡΟΚΗΡΥΞΙΣ: [1149, 1124, 1271, 1143]
- article-line: γὴ ἄφθονος, ἥτις ὑδρεύει τὰ πέριξ, καθὼς: [48, 877, 272, 890]
- wounded-names-paragraph: Ρηγόπουλος Κ., Βλάχος Α., Σπυρόπουλος Δ., Καραγιάννης Β., Μιχαλόπουλος Γ., Ἀλεξανδρόπουλος Η., Σωτηρόπουλος Π.,: [869, 1367, 1080, 1417]
- funeral-text: θανόντα χθὲς, κηδεύομεν σήμερον ὥραν 10 1/2 π. μ. ἐκ τῆς οἰκίας ἡμῶν, ὁδὸς «Ὁδοῦ 12, εἰς τὸν ναὸν τῆς Μητροπόλεως. Ἐν Ἀθήναις τῇ 29 Αὐγούστου 1922. Ἡ σύζυγος Ἑλένη Α. Βρεττοῦ. Τὰ τέκνα Σπυρίδων, Πέτρος, Ἐπαμεινώνδας, Μαίρη. Οἱ ἀδελφοὶ Εὐθαλία Μαυρομάτη, Ἐπαμεινώνδας Κλεόπας, Σοφία Καραβελάκη, Ἀναστασία Τσέλιου, Νικόλαος Κανελλόπουλος. Οἱ ἀνεψιοὶ Τσέλιος. Οἱ συγγενεῖς. (Ἰδιαιτέρα προσκλήσις δὲν θὰ σταλῇ).: [310, 395, 636, 496]
- article-line: σεις. Ἄλλαι βρύσεις μὲ ἄφθονον καὶ ψυχρὸν: [48, 802, 284, 815]
- article-line: Σάβα, ὅλοτε κτήμα Σούτσου καὶ ἤδη: [48, 336, 242, 349]
- wounded-intro: Διὰ τοῦ ἀτμοπλοίου «Πατρίς» μετεφέρθησαν ἐκ Σμύρνης οἱ κάτωθι τραυματίαι, οἵτινες καὶ διεκομίσθησαν εἰς τὰ στρατιωτικὰ νοσοκομεῖα:: [869, 1112, 1080, 1163]
- funerals-title: ΚΗΔΕΙΑΙ: [433, 215, 513, 234]
- statement-line: Πρὸ πάσης ἄλλης ἐκδηλώσεως μας πάντων: [310, 550, 543, 562]
- article-line: θου ἀξιοσημείωτος εἶνε ἡ θέα τοῦ Πεν-: [310, 117, 519, 130]
- statement-line: καὶ πρὸς αὐτὴν τὴν Κυβέρνησιν τὴν ἀφορμὴν: [310, 587, 551, 600]
- article-line: κῆς ἀρχαιότητος. Ἀπὸ τὴν θέσιν Κάτω: [48, 726, 253, 739]
- smyrna-text: Οἱ ἀφιχθέντες χθὲς ἐκ Σμύρνης πρόσφυγες διηγοῦνται ὅτι ἡ θέσις τῶν χριστιανῶν τῆς πόλεως εἶναι ἐξαιρετικῶς δυσχερής. Ἐξ αἰτίας τῶν γεγονότων ἐπικρατεῖ μέγας φόβος καὶ πλεῖστοι ἐγκαταλείπουν τὰς οἰκίας των. Ἡ Κυβέρνησις ἔλαβε μέτρα διὰ τὴν προστασίαν τῶν προσφύγων καὶ τὴν μεταφορὰν αὐτῶν εἰς τὴν Ἑλλάδα διὰ πλοίων ἐπιταχθέντων. Πλεῖσται οἰκογένειαι ἔφθασαν ἤδη εἰς τὸν Πειραιᾶ καὶ ἐστεγάσθησαν εἰς διάφορα δημόσια καταστήματα. Ἡ κατάστασις ἐν Σμύρνῃ, κατὰ τὰς τελευταίας πληροφορίας, παραμένει κρίσιμος. Αἱ ξέναι δυνάμεις ἀπεβίβασαν ἀγήματα πρὸς προστασίαν τῶν ὑπηκόων των.: [648, 1098, 859, 1325]
- article-line: συγκρότημα ἐπεκτείνεται μεγαλοπρεπέ-: [310, 154, 524, 167]
- statement-line: προσφέρουν ἑαυτοὺς εἰς τὴν ὑπηρεσίαν τοῦ: [310, 1053, 544, 1066]
